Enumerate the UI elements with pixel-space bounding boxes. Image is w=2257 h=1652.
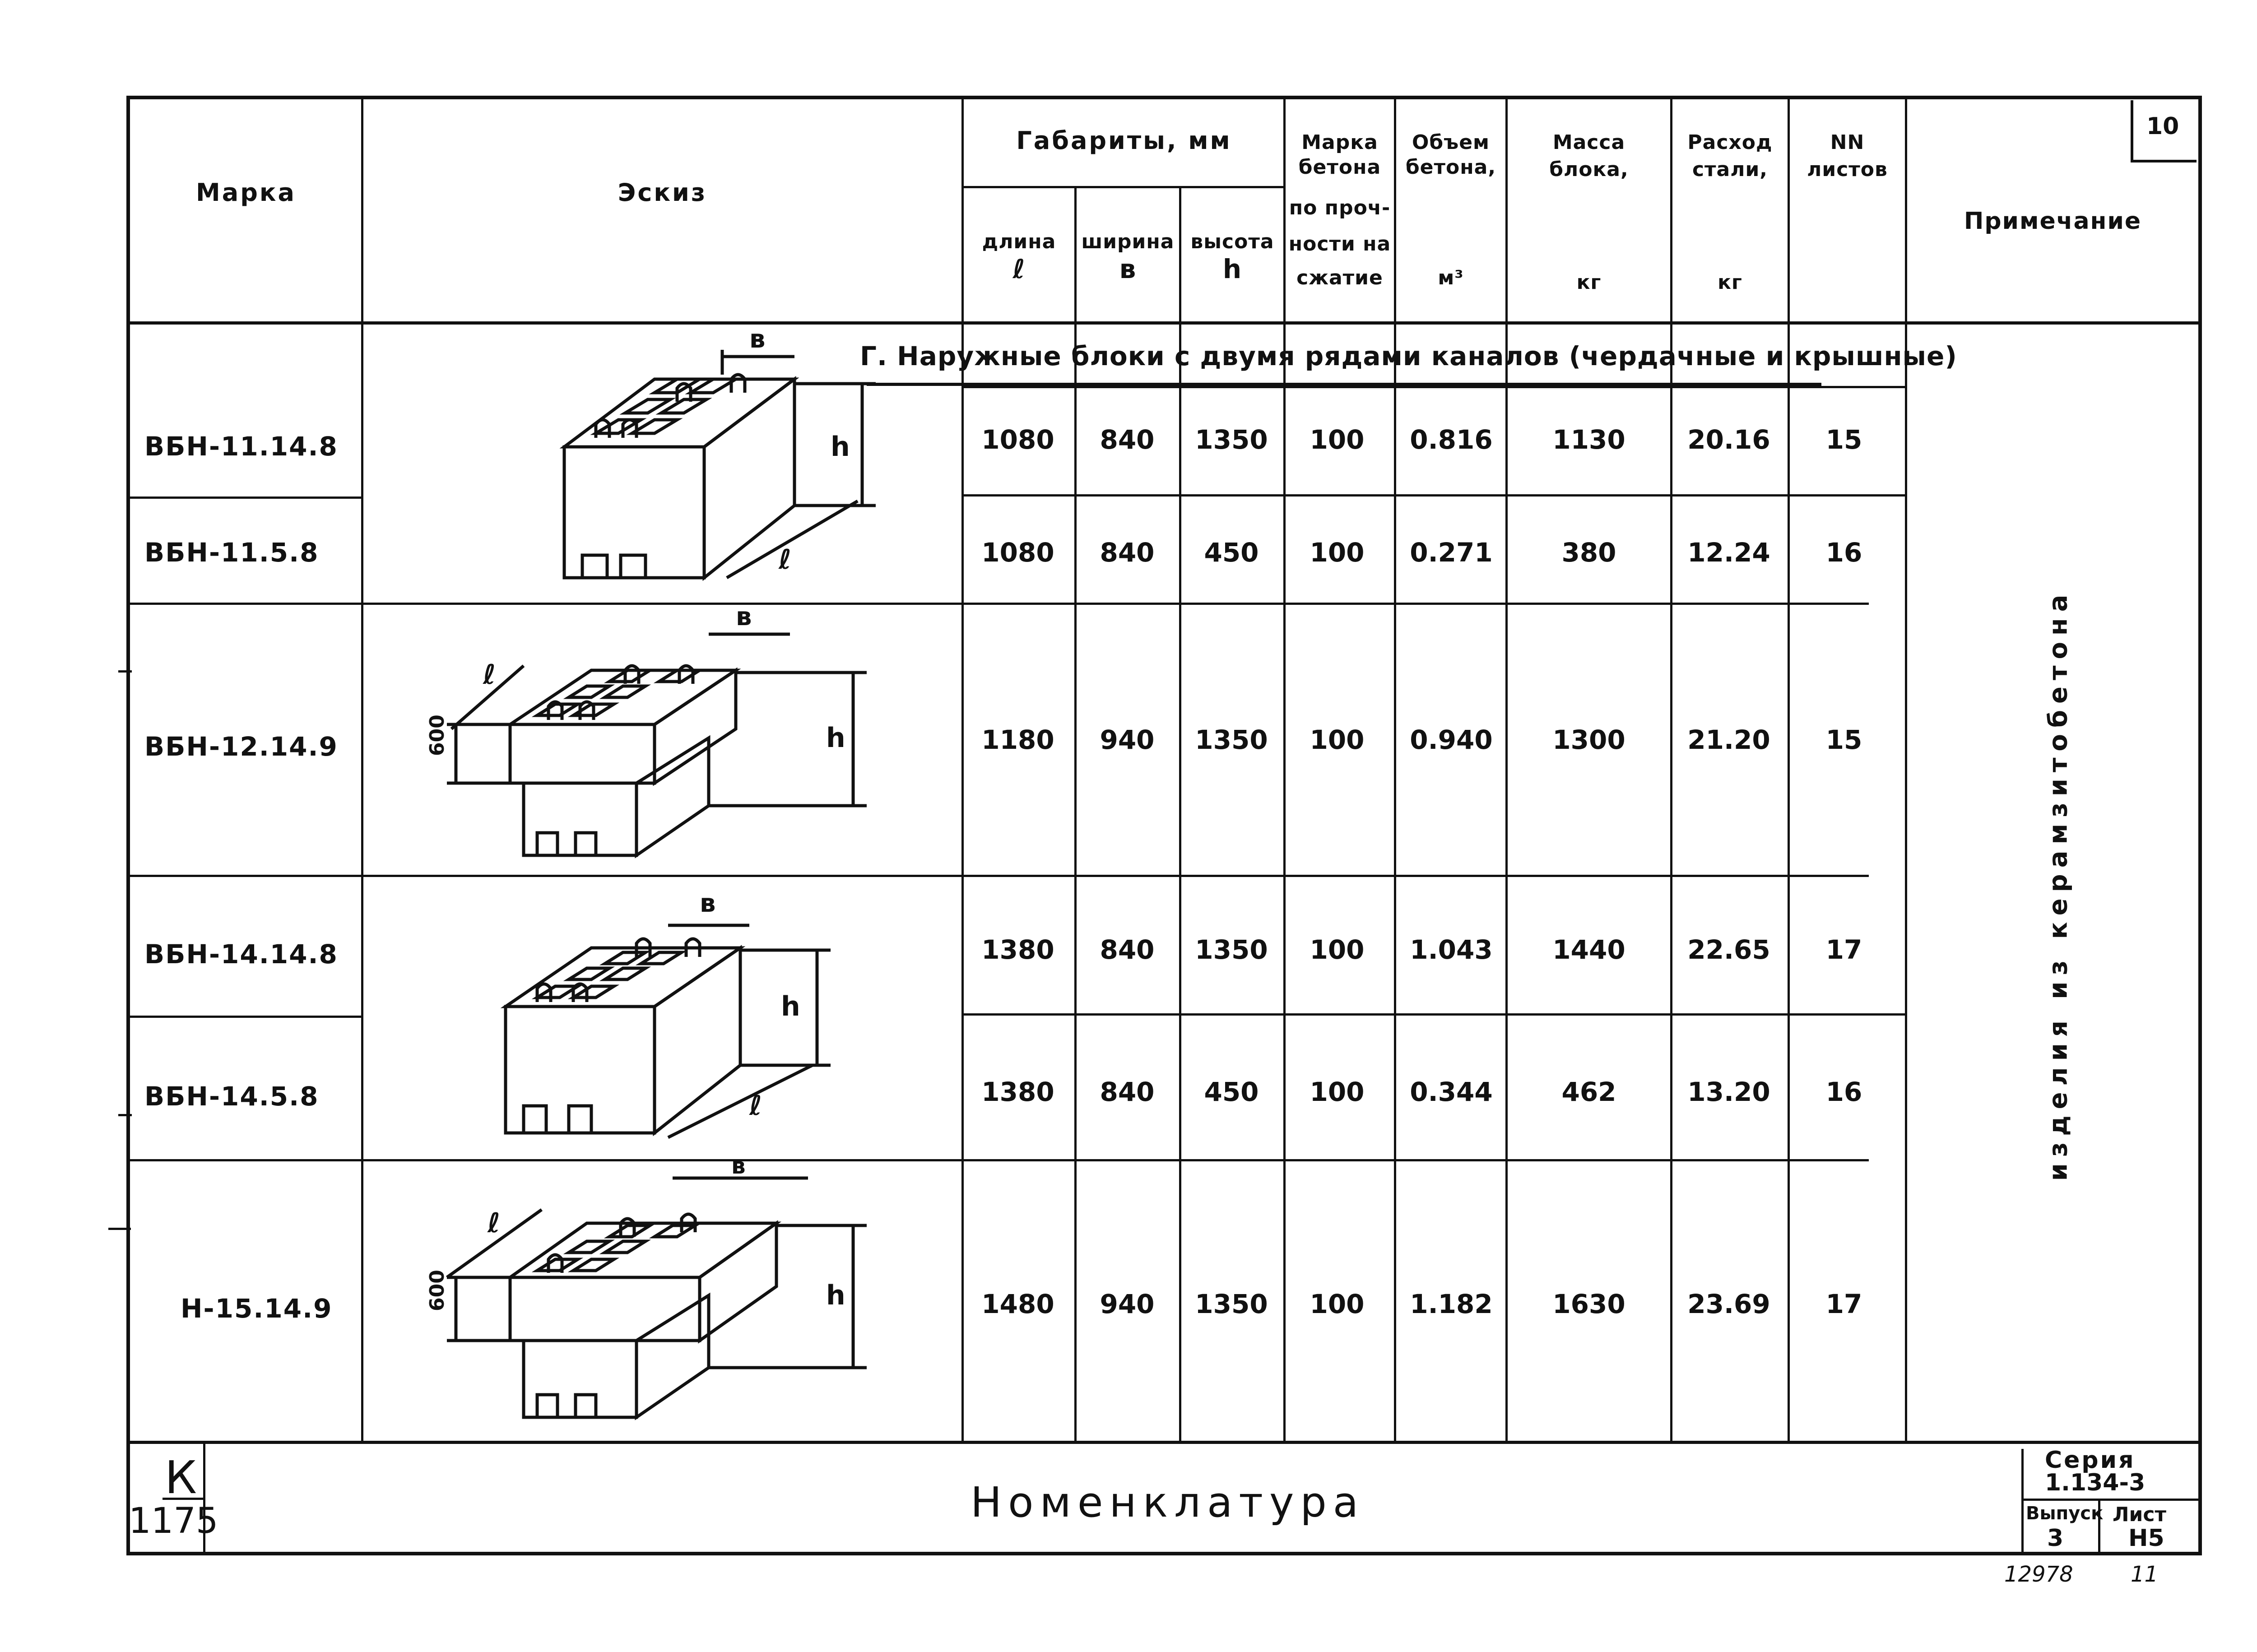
sketch-4-600: 600 xyxy=(426,1270,449,1311)
row-6-sheet: 17 xyxy=(1825,1289,1862,1319)
row-5-mark: ВБН-14.5.8 xyxy=(144,1081,319,1112)
row-5-length: 1380 xyxy=(981,1077,1054,1107)
header-note: Примечание xyxy=(1964,208,2142,235)
row-3-height: 1350 xyxy=(1195,724,1268,755)
sketch-2-l: ℓ xyxy=(483,659,496,691)
sketch-4-b: в xyxy=(731,1153,746,1179)
sketch-block-3 xyxy=(488,885,894,1155)
footer-series-label: Серия xyxy=(2045,1447,2136,1474)
row-4-volume: 1.043 xyxy=(1410,934,1493,965)
sketch-block-2 xyxy=(420,602,925,873)
row-6-steel: 23.69 xyxy=(1687,1289,1770,1319)
header-grade-3: по проч- xyxy=(1289,196,1391,219)
footer-sheet-label: Лист xyxy=(2113,1503,2166,1526)
header-length-sym: ℓ xyxy=(1012,254,1026,284)
row-5-sheet: 16 xyxy=(1825,1077,1862,1107)
header-mass-1: Масса xyxy=(1552,131,1625,154)
footer-bottom-left: 12978 xyxy=(2004,1562,2073,1587)
footer-k-number: 1175 xyxy=(129,1501,218,1541)
footer-bottom-right: 11 xyxy=(2131,1562,2159,1587)
row-1-width: 840 xyxy=(1100,424,1155,455)
header-grade-4: ности на xyxy=(1288,232,1391,255)
footer-title: Номенклатура xyxy=(971,1478,1365,1527)
row-6-length: 1480 xyxy=(981,1289,1054,1319)
sketch-1-b: в xyxy=(749,325,766,354)
header-mass-unit: кг xyxy=(1576,271,1602,294)
sketch-3-b: в xyxy=(700,889,716,918)
row-1-length: 1080 xyxy=(981,424,1054,455)
row-3-sheet: 15 xyxy=(1825,724,1862,755)
header-width: ширина xyxy=(1081,230,1175,253)
header-mark: Марка xyxy=(196,178,296,207)
row-1-mass: 1130 xyxy=(1552,424,1625,455)
row-3-mark: ВБН-12.14.9 xyxy=(144,731,338,762)
sketch-3-l: ℓ xyxy=(749,1090,762,1122)
row-4-width: 840 xyxy=(1100,934,1155,965)
row-1-mark: ВБН-11.14.8 xyxy=(144,431,338,462)
row-2-steel: 12.24 xyxy=(1687,537,1770,568)
row-2-grade: 100 xyxy=(1310,537,1365,568)
header-grade-1: Марка xyxy=(1301,131,1378,154)
sketch-block-4 xyxy=(420,1153,925,1435)
row-2-width: 840 xyxy=(1100,537,1155,568)
header-volume-2: бетона, xyxy=(1405,156,1496,179)
row-1-height: 1350 xyxy=(1195,424,1268,455)
footer-issue-value: 3 xyxy=(2047,1525,2064,1552)
row-5-mass: 462 xyxy=(1561,1077,1616,1107)
header-height: высота xyxy=(1190,230,1274,253)
row-5-steel: 13.20 xyxy=(1687,1077,1770,1107)
header-volume-1: Объем xyxy=(1412,131,1490,154)
row-1-volume: 0.816 xyxy=(1410,424,1493,455)
row-3-mass: 1300 xyxy=(1552,724,1625,755)
footer-issue-label: Выпуск xyxy=(2026,1503,2104,1524)
row-2-height: 450 xyxy=(1204,537,1259,568)
sketch-block-1 xyxy=(542,325,903,605)
header-steel-2: стали, xyxy=(1692,158,1768,181)
sketch-4-h: h xyxy=(826,1280,845,1311)
sketch-1-l: ℓ xyxy=(779,544,792,575)
row-5-volume: 0.344 xyxy=(1410,1077,1493,1107)
row-3-width: 940 xyxy=(1100,724,1155,755)
row-6-grade: 100 xyxy=(1310,1289,1365,1319)
header-mass-2: блока, xyxy=(1549,158,1629,181)
row-3-grade: 100 xyxy=(1310,724,1365,755)
sketch-2-b: в xyxy=(736,602,752,631)
row-4-height: 1350 xyxy=(1195,934,1268,965)
row-1-grade: 100 xyxy=(1310,424,1365,455)
sketch-3-h: h xyxy=(781,991,800,1022)
footer-sheet-value: Н5 xyxy=(2128,1525,2164,1552)
row-5-grade: 100 xyxy=(1310,1077,1365,1107)
row-5-width: 840 xyxy=(1100,1077,1155,1107)
row-2-mark: ВБН-11.5.8 xyxy=(144,537,319,568)
sketch-4-l: ℓ xyxy=(488,1207,501,1239)
row-2-volume: 0.271 xyxy=(1410,537,1493,568)
row-1-sheet: 15 xyxy=(1825,424,1862,455)
section-title: Г. Наружные блоки с двумя рядами каналов (чердачные и крышные) xyxy=(860,341,1957,371)
row-2-length: 1080 xyxy=(981,537,1054,568)
page-number: 10 xyxy=(2146,113,2179,140)
row-1-steel: 20.16 xyxy=(1687,424,1770,455)
row-4-length: 1380 xyxy=(981,934,1054,965)
footer-k-label: К xyxy=(165,1451,197,1504)
row-4-mark: ВБН-14.14.8 xyxy=(144,939,338,970)
header-width-sym: в xyxy=(1119,254,1137,284)
header-volume-unit: м³ xyxy=(1438,266,1464,289)
row-6-mark: Н-15.14.9 xyxy=(181,1293,333,1324)
header-steel-unit: кг xyxy=(1718,271,1742,294)
row-6-mass: 1630 xyxy=(1552,1289,1625,1319)
footer-series-value: 1.134-3 xyxy=(2045,1469,2146,1496)
header-grade-2: бетона xyxy=(1298,156,1381,179)
note-vertical: изделия из керамзитобетона xyxy=(2043,588,2073,1181)
row-3-steel: 21.20 xyxy=(1687,724,1770,755)
sketch-2-600: 600 xyxy=(426,715,449,756)
header-steel-1: Расход xyxy=(1687,131,1773,154)
header-dimensions: Габариты, мм xyxy=(1016,126,1232,155)
header-grade-5: сжатие xyxy=(1296,266,1383,289)
row-4-sheet: 17 xyxy=(1825,934,1862,965)
row-4-grade: 100 xyxy=(1310,934,1365,965)
row-6-volume: 1.182 xyxy=(1410,1289,1493,1319)
row-5-height: 450 xyxy=(1204,1077,1259,1107)
sketch-1-h: h xyxy=(831,431,850,463)
row-2-mass: 380 xyxy=(1561,537,1616,568)
row-6-width: 940 xyxy=(1100,1289,1155,1319)
header-sheets-2: листов xyxy=(1807,158,1888,181)
sketch-2-h: h xyxy=(826,722,845,754)
row-6-height: 1350 xyxy=(1195,1289,1268,1319)
header-sheets-1: NN xyxy=(1830,131,1865,154)
row-4-mass: 1440 xyxy=(1552,934,1625,965)
header-sketch: Эскиз xyxy=(618,178,707,207)
header-length: длина xyxy=(982,230,1056,253)
row-2-sheet: 16 xyxy=(1825,537,1862,568)
row-3-length: 1180 xyxy=(981,724,1054,755)
header-height-sym: h xyxy=(1222,254,1242,284)
row-3-volume: 0.940 xyxy=(1410,724,1493,755)
row-4-steel: 22.65 xyxy=(1687,934,1770,965)
